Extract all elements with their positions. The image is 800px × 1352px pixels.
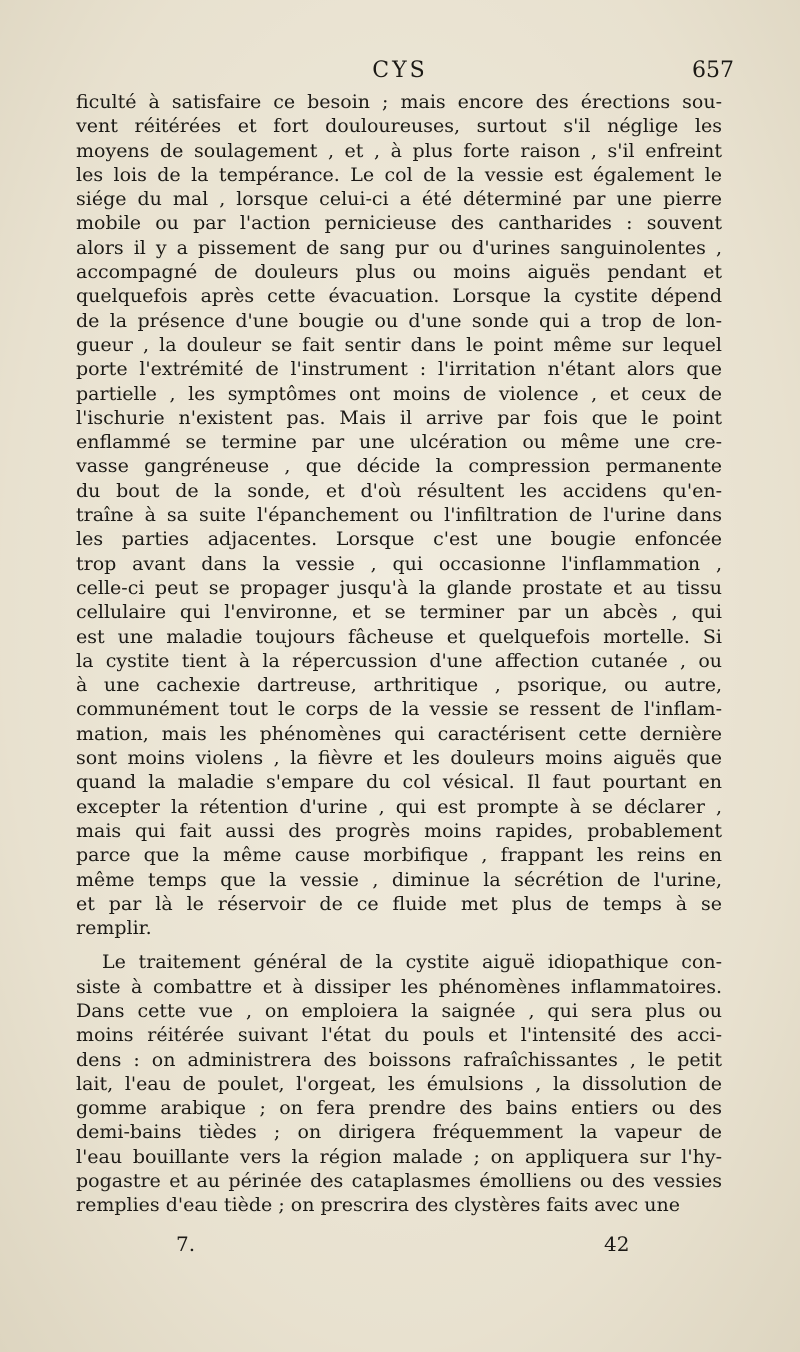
sheet-number: 42: [604, 1232, 630, 1256]
text-line: moins réitérée suivant l'état du pouls et l'intensité des acci-: [76, 1024, 722, 1047]
text-line: gomme arabique ; on fera prendre des bains entiers ou des: [76, 1097, 722, 1120]
body-text: [76, 90, 722, 1218]
text-line: à une cachexie dartreuse, arthritique , psorique, ou autre,: [76, 674, 722, 697]
text-line: mobile ou par l'action pernicieuse des cantharides : souvent: [76, 212, 722, 235]
text-line: traîne à sa suite l'épanchement ou l'infiltration de l'urine dans: [76, 504, 722, 527]
text-line: siége du mal , lorsque celui-ci a été déterminé par une pierre: [76, 188, 722, 211]
text-line: mation, mais les phénomènes qui caractérisent cette dernière: [76, 722, 722, 745]
text-line: les lois de la tempérance. Le col de la vessie est également le: [76, 163, 722, 186]
text-line: moyens de soulagement , et , à plus forte raison , s'il enfreint: [76, 139, 722, 162]
text-line: partielle , les symptômes ont moins de violence , et ceux de: [76, 382, 722, 405]
text-line: vasse gangréneuse , que décide la compression permanente: [76, 455, 722, 478]
text-line: parce que la même cause morbifique , frappant les reins en: [76, 844, 722, 867]
text-line: remplies d'eau tiède ; on prescrira des clystères faits avec une: [76, 1194, 680, 1217]
text-line: l'eau bouillante vers la région malade ; on appliquera sur l'hy-: [76, 1145, 722, 1168]
text-line: pogastre et au périnée des cataplasmes émolliens ou des vessies: [76, 1170, 722, 1193]
text-line: du bout de la sonde, et d'où résultent les accidens qu'en-: [76, 479, 722, 502]
text-line: excepter la rétention d'urine , qui est prompte à se déclarer ,: [76, 795, 722, 818]
text-line: dens : on administrera des boissons rafraîchissantes , le petit: [76, 1048, 722, 1071]
text-line: demi-bains tièdes ; on dirigera fréquemment la vapeur de: [76, 1121, 722, 1144]
text-line: de la présence d'une bougie ou d'une sonde qui a trop de lon-: [76, 309, 722, 332]
text-line: quand la maladie s'empare du col vésical. Il faut pourtant en: [76, 771, 722, 794]
text-line: enflammé se termine par une ulcération ou même une cre-: [76, 431, 722, 454]
text-line: siste à combattre et à dissiper les phénomènes inflammatoires.: [76, 975, 722, 998]
text-line: trop avant dans la vessie , qui occasionne l'inflammation ,: [76, 552, 722, 575]
text-line: gueur , la douleur se fait sentir dans le point même sur lequel: [76, 333, 722, 356]
text-line: sont moins violens , la fièvre et les douleurs moins aiguës que: [76, 747, 722, 770]
text-line: est une maladie toujours fâcheuse et quelquefois mortelle. Si: [76, 625, 722, 648]
text-line: accompagné de douleurs plus ou moins aiguës pendant et: [76, 261, 722, 284]
text-line: vent réitérées et fort douloureuses, surtout s'il néglige les: [76, 115, 722, 138]
page-footer: [0, 1232, 800, 1260]
text-line: alors il y a pissement de sang pur ou d'urines sanguinolentes ,: [76, 236, 722, 259]
text-line: communément tout le corps de la vessie se ressent de l'inflam-: [76, 698, 722, 721]
text-line: la cystite tient à la répercussion d'une affection cutanée , ou: [76, 649, 722, 672]
text-line: quelquefois après cette évacuation. Lorsque la cystite dépend: [76, 285, 722, 308]
text-line: celle-ci peut se propager jusqu'à la glande prostate et au tissu: [76, 576, 722, 599]
text-line: cellulaire qui l'environne, et se terminer par un abcès , qui: [76, 601, 722, 624]
paragraph: [76, 90, 722, 940]
text-line: les parties adjacentes. Lorsque c'est une bougie enfoncée: [76, 528, 722, 551]
text-line: remplir.: [76, 917, 152, 940]
signature-mark: 7.: [176, 1232, 196, 1256]
text-line: mais qui fait aussi des progrès moins rapides, probablement: [76, 819, 722, 842]
text-line: Dans cette vue , on emploiera la saignée , qui sera plus ou: [76, 999, 722, 1022]
page-header: [0, 58, 800, 90]
text-line: et par là le réservoir de ce fluide met plus de temps à se: [76, 892, 722, 915]
text-line: ficulté à satisfaire ce besoin ; mais encore des érections sou-: [76, 91, 722, 113]
running-head: CYS: [372, 58, 428, 83]
text-line: porte l'extrémité de l'instrument : l'irritation n'étant alors que: [76, 358, 722, 381]
text-line: lait, l'eau de poulet, l'orgeat, les émulsions , la dissolution de: [76, 1072, 722, 1095]
text-line: Le traitement général de la cystite aiguë idiopathique con-: [102, 951, 722, 974]
paragraph: [76, 950, 722, 1217]
page-number: 657: [692, 58, 734, 83]
text-line: même temps que la vessie , diminue la sécrétion de l'urine,: [76, 868, 722, 891]
text-line: l'ischurie n'existent pas. Mais il arrive par fois que le point: [76, 406, 722, 429]
